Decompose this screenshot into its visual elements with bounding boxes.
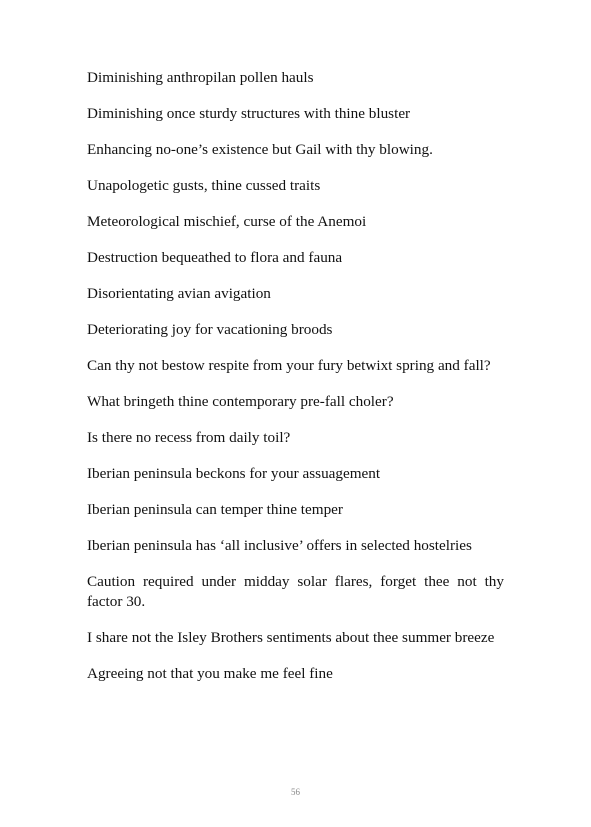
poem-line: Unapologetic gusts, thine cussed traits xyxy=(87,177,321,194)
poem-line: Diminishing once sturdy structures with thine bluster xyxy=(87,105,411,122)
poem-line: Caution required under midday solar flares, forget thee not thy factor 30. xyxy=(87,573,504,610)
poem-line: What bringeth thine contemporary pre-fall choler? xyxy=(87,393,394,410)
poem-line: Iberian peninsula can temper thine temper xyxy=(87,501,343,518)
poem-line: Diminishing anthropilan pollen hauls xyxy=(87,69,314,86)
poem-body xyxy=(87,68,504,700)
poem-line: I share not the Isley Brothers sentiments about thee summer breeze xyxy=(87,629,495,646)
page-number: 56 xyxy=(291,787,300,797)
poem-line: Can thy not bestow respite from your fury betwixt spring and fall? xyxy=(87,357,491,374)
poem-line: Agreeing not that you make me feel fine xyxy=(87,665,333,682)
poem-line: Iberian peninsula beckons for your assuagement xyxy=(87,465,381,482)
poem-line: Enhancing no-one’s existence but Gail with thy blowing. xyxy=(87,141,433,158)
poem-line: Disorientating avian avigation xyxy=(87,285,271,302)
poem-line: Iberian peninsula has ‘all inclusive’ offers in selected hostelries xyxy=(87,537,472,554)
poem-line: Destruction bequeathed to flora and fauna xyxy=(87,249,343,266)
poem-line: Is there no recess from daily toil? xyxy=(87,429,291,446)
poem-line: Deteriorating joy for vacationing broods xyxy=(87,321,333,338)
poem-line: Meteorological mischief, curse of the Anemoi xyxy=(87,213,367,230)
